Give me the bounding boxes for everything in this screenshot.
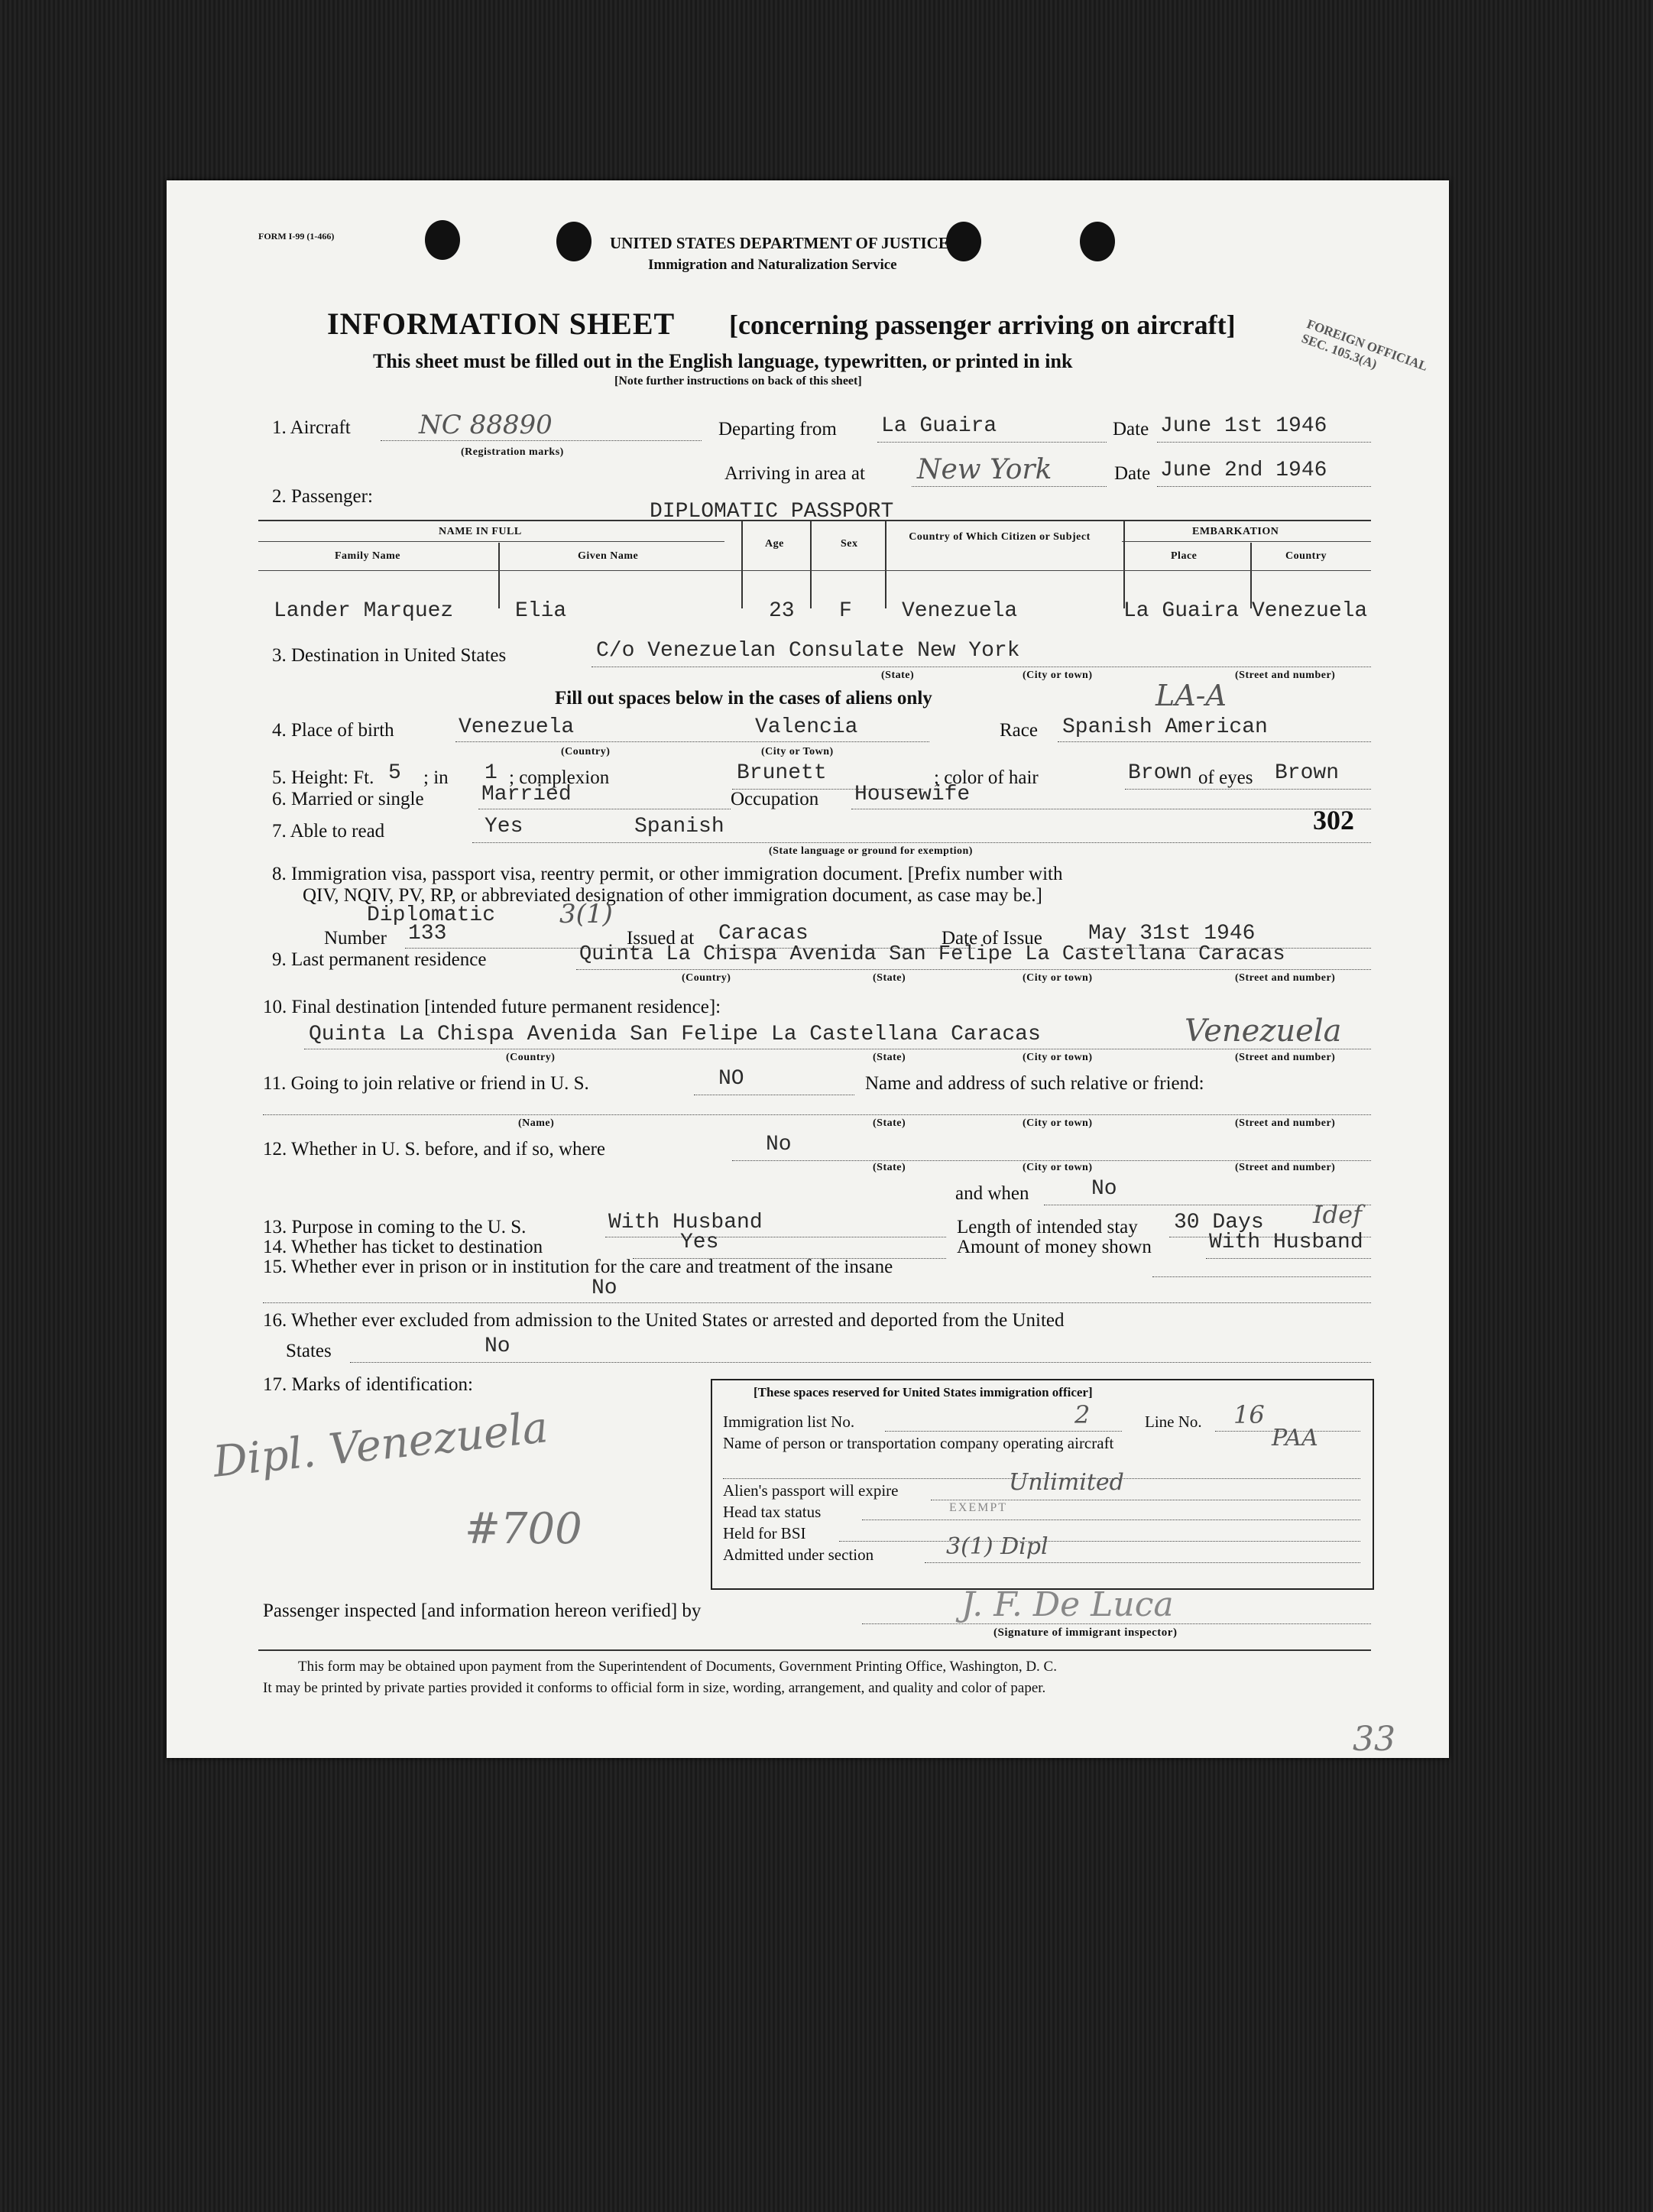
departing-value: La Guaira [881,414,997,438]
visa-number-label: Number [324,928,387,949]
punch-hole [425,220,460,260]
col-given: Given Name [578,550,639,562]
family-name: Lander Marquez [274,599,454,623]
residence-label: 9. Last permanent residence [272,949,487,970]
occupation-label: Occupation [731,789,819,809]
age: 23 [769,599,795,623]
instruction-note: [Note further instructions on back of this sheet] [614,375,862,388]
complexion-label: ; complexion [509,767,610,788]
relative-name-label: Name and address of such relative or friend: [865,1073,1204,1094]
caption-street-12: (Street and number) [1235,1162,1336,1173]
ticket-value: Yes [680,1231,719,1254]
col-place: Place [1171,550,1198,562]
race-value: Spanish American [1062,715,1268,739]
footer-line2: It may be printed by private parties provided it conforms to official form in size, wording, arrangement, and quality and color of paper. [263,1680,1046,1696]
punch-hole [556,222,592,261]
arrive-date-value: June 2nd 1946 [1160,459,1327,482]
caption-country: (Country) [561,746,611,757]
excluded-label: 16. Whether ever excluded from admission to the United States or arrested and deported from the United [263,1310,1065,1331]
col-sex: Sex [841,538,858,550]
embark-country: Venezuela [1252,599,1368,623]
purpose-value: With Husband [608,1211,763,1234]
section-label: Admitted under section [723,1545,874,1564]
birth-country: Venezuela [459,715,575,739]
col-country: Country of Which Citizen or Subject [909,531,1091,543]
visa-hand-code: 3(1) [559,899,613,929]
prison-label: 15. Whether ever in prison or in institution for the care and treatment of the insane [263,1257,893,1277]
page-subtitle: [concerning passenger arriving on aircraft] [729,310,1236,340]
prison-value: No [592,1276,617,1300]
caption-city-10: (City or town) [1023,1052,1093,1063]
punch-hole [946,222,981,261]
operator-label: Name of person or transportation company operating aircraft [723,1434,1114,1452]
issued-label: Issued at [627,928,695,949]
head-tax-value: EXEMPT [949,1501,1007,1514]
final-destination-hand: Venezuela [1185,1014,1342,1049]
embark-place: La Guaira [1123,599,1240,623]
caption-country-9: (Country) [682,972,731,984]
inspector-signature: J. F. De Luca [961,1585,1174,1624]
hair-value: Brown [1128,761,1193,785]
section-value: 3(1) Dipl [946,1533,1049,1560]
prior-when-label: and when [955,1183,1029,1204]
inspected-label: Passenger inspected [and information hereon verified] by [263,1601,702,1621]
destination-label: 3. Destination in United States [272,645,507,666]
join-relative-value: NO [718,1067,744,1091]
passenger-label: 2. Passenger: [272,486,373,507]
race-label: Race [1000,720,1038,741]
marital-label: 6. Married or single [272,789,424,809]
sex: F [839,599,852,623]
caption-state-9: (State) [873,972,906,984]
line-value: 16 [1233,1400,1265,1429]
registration-caption: (Registration marks) [461,446,564,458]
marital-value: Married [481,783,572,806]
issued-value: Caracas [718,922,809,945]
bsi-label: Held for BSI [723,1524,806,1542]
list-label: Immigration list No. [723,1413,855,1431]
citizen-country: Venezuela [902,599,1018,623]
line-label: Line No. [1145,1413,1202,1431]
caption-state: (State) [881,670,915,681]
excluded-value: No [485,1335,510,1358]
height-label: 5. Height: Ft. [272,767,374,788]
caption-state-10: (State) [873,1052,906,1063]
col-age: Age [765,538,784,550]
arriving-value: New York [917,454,1052,485]
complexion-value: Brunett [737,761,827,785]
depart-date-label: Date [1113,419,1149,439]
caption-street-10: (Street and number) [1235,1052,1336,1063]
visa-type: Diplomatic [367,903,496,927]
caption-city-12: (City or town) [1023,1162,1093,1173]
occupation-value: Housewife [854,783,971,806]
arrive-date-label: Date [1114,463,1151,484]
issue-date-label: Date of Issue [942,928,1042,949]
final-destination-value: Quinta La Chispa Avenida San Felipe La Castellana Caracas [309,1023,1041,1046]
col-embarkation: EMBARKATION [1192,526,1279,537]
list-value: 2 [1074,1400,1091,1429]
page-number: 33 [1353,1720,1395,1759]
punch-hole [1080,222,1115,261]
read-caption: (State language or ground for exemption) [769,845,973,857]
head-tax-label: Head tax status [723,1503,822,1521]
hair-label: ; color of hair [934,767,1039,788]
money-value: With Husband [1209,1231,1363,1254]
caption-city-11: (City or town) [1023,1117,1093,1129]
read-label: 7. Able to read [272,821,385,842]
visa-number: 133 [408,922,447,945]
passport-note: DIPLOMATIC PASSPORT [650,500,894,524]
money-label: Amount of money shown [957,1237,1152,1257]
footer-line1: This form may be obtained upon payment from the Superintendent of Documents, Government Printing Office, Washington, D. C. [298,1659,1057,1675]
join-relative-label: 11. Going to join relative or friend in U. S. [263,1073,589,1094]
caption-name: (Name) [518,1117,555,1129]
eyes-label: of eyes [1198,767,1253,788]
signature-caption: (Signature of immigrant inspector) [993,1627,1178,1639]
stay-hand: Idef [1313,1200,1362,1229]
passport-expire-value: Unlimited [1009,1469,1124,1496]
prior-visit-label: 12. Whether in U. S. before, and if so, where [263,1139,606,1160]
page-title: INFORMATION SHEET [327,307,676,341]
inches-label: ; in [423,767,449,788]
instruction: This sheet must be filled out in the English language, typewritten, or printed in ink [373,350,1073,372]
stay-value: 30 Days [1174,1211,1264,1234]
caption-street-9: (Street and number) [1235,972,1336,984]
sheet-number: 302 [1313,805,1354,835]
read-language: Spanish [634,815,724,838]
aliens-heading: Fill out spaces below in the cases of aliens only [555,688,932,709]
depart-date-value: June 1st 1946 [1160,414,1327,438]
form-number: FORM I-99 (1-466) [258,231,335,242]
information-sheet [167,180,1449,1758]
visa-line1: 8. Immigration visa, passport visa, reentry permit, or other immigration document. [Prefix number with [272,864,1063,884]
height-ft: 5 [388,761,401,785]
issue-date-value: May 31st 1946 [1088,922,1256,945]
aircraft-value: NC 88890 [419,410,553,440]
read-value: Yes [485,815,523,838]
ticket-label: 14. Whether has ticket to destination [263,1237,543,1257]
final-destination-label: 10. Final destination [intended future permanent residence]: [263,997,721,1017]
aliens-handwritten: LA-A [1155,679,1227,712]
caption-city-9: (City or town) [1023,972,1093,984]
col-family: Family Name [335,550,400,562]
arriving-label: Arriving in area at [724,463,865,484]
passport-expire-label: Alien's passport will expire [723,1481,899,1500]
identification-hand: Dipl. Venezuela [210,1403,551,1487]
height-in: 1 [485,761,498,785]
caption-street-11: (Street and number) [1235,1117,1336,1129]
destination-value: C/o Venezuelan Consulate New York [596,639,1020,663]
department-name: UNITED STATES DEPARTMENT OF JUSTICE [610,234,949,252]
foreign-official-stamp: FOREIGN OFFICIAL SEC. 105.3(A) [1299,316,1429,374]
eyes-value: Brown [1275,761,1340,785]
caption-city: (City or town) [1023,670,1093,681]
caption-state-12: (State) [873,1162,906,1173]
stay-label: Length of intended stay [957,1217,1138,1237]
caption-street: (Street and number) [1235,670,1336,681]
residence-value: Quinta La Chispa Avenida San Felipe La Castellana Caracas [579,943,1285,966]
departing-label: Departing from [718,419,837,439]
col-name-full: NAME IN FULL [439,526,522,537]
identification-label: 17. Marks of identification: [263,1374,473,1395]
aircraft-label: 1. Aircraft [272,417,351,438]
birth-city: Valencia [755,715,858,739]
operator-value: PAA [1272,1425,1318,1451]
visa-line2: QIV, NQIV, PV, RP, or abbreviated designation of other immigration document, as case may be.] [303,885,1042,906]
service-name: Immigration and Naturalization Service [648,257,897,273]
identification-number: #700 [465,1504,582,1554]
caption-state-11: (State) [873,1117,906,1129]
birth-label: 4. Place of birth [272,720,394,741]
prior-visit-value: No [766,1133,792,1156]
officer-heading: [These spaces reserved for United States immigration officer] [754,1385,1093,1400]
purpose-label: 13. Purpose in coming to the U. S. [263,1217,527,1237]
caption-country-10: (Country) [506,1052,556,1063]
given-name: Elia [515,599,567,623]
excluded-label-2: States [286,1341,332,1361]
col-country2: Country [1285,550,1327,562]
prior-when-value: No [1091,1177,1117,1201]
caption-city-town: (City or Town) [761,746,834,757]
